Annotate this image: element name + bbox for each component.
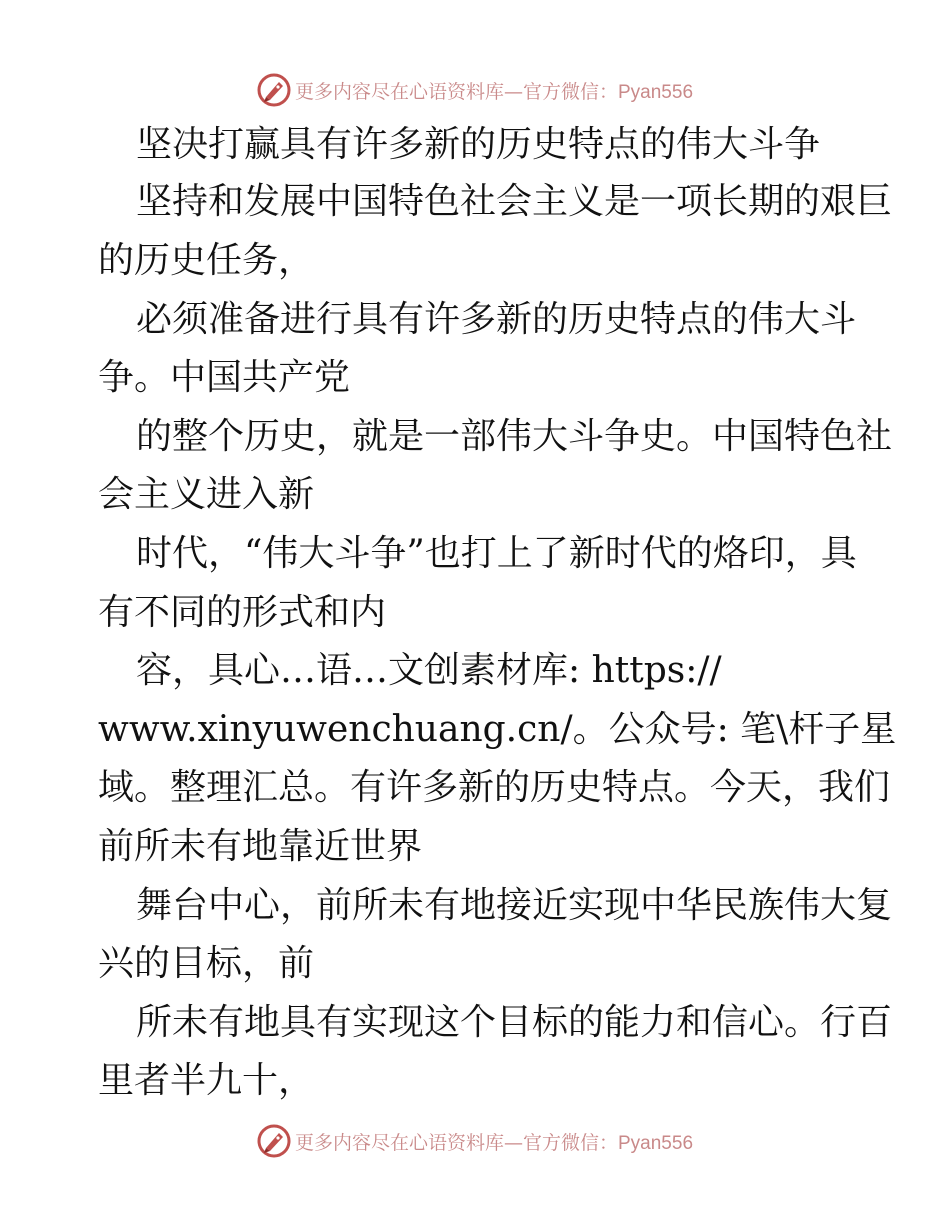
doc-line: 时代，“伟大斗争”也打上了新时代的烙印，具 <box>136 533 857 574</box>
doc-line: 有不同的形式和内 <box>98 592 387 633</box>
doc-line: www.xinyuwenchuang.cn/。公众号: 笔\杆子星 <box>98 709 897 750</box>
doc-line: 舞台中心，前所未有地接近实现中华民族伟大复 <box>136 885 893 926</box>
doc-line: 必须准备进行具有许多新的历史特点的伟大斗 <box>136 299 857 340</box>
pen-nib-logo-icon <box>257 73 291 107</box>
doc-line: 所未有地具有实现这个目标的能力和信心。行百 <box>136 1002 893 1043</box>
doc-line: 争。中国共产党 <box>98 357 351 398</box>
doc-line: 容，具心…语…文创素材库: https:// <box>136 650 722 691</box>
footer-banner-text <box>295 1128 693 1155</box>
header-wechat-id: Pyan556 <box>618 81 694 103</box>
footer-wechat-id: Pyan556 <box>618 1132 694 1154</box>
doc-line: 坚持和发展中国特色社会主义是一项长期的艰巨 <box>136 181 893 222</box>
doc-line: 里者半九十， <box>98 1060 315 1101</box>
doc-line: 兴的目标，前 <box>98 943 315 984</box>
header-watermark-banner <box>0 70 950 110</box>
doc-line: 坚决打赢具有许多新的历史特点的伟大斗争 <box>136 124 821 165</box>
header-brand-text: 更多内容尽在心语资料库—官方微信： <box>294 80 618 103</box>
doc-line: 的整个历史，就是一部伟大斗争史。中国特色社 <box>136 416 893 457</box>
footer-brand-text: 更多内容尽在心语资料库—官方微信： <box>294 1131 618 1154</box>
footer-watermark-banner <box>0 1121 950 1161</box>
doc-line: 域。整理汇总。有许多新的历史特点。今天，我们 <box>98 767 891 808</box>
doc-line: 的历史任务， <box>98 240 315 281</box>
header-banner-text <box>295 77 693 104</box>
doc-line: 会主义进入新 <box>98 474 315 515</box>
doc-line: 前所未有地靠近世界 <box>98 826 423 867</box>
pen-nib-logo-icon <box>257 1124 291 1158</box>
